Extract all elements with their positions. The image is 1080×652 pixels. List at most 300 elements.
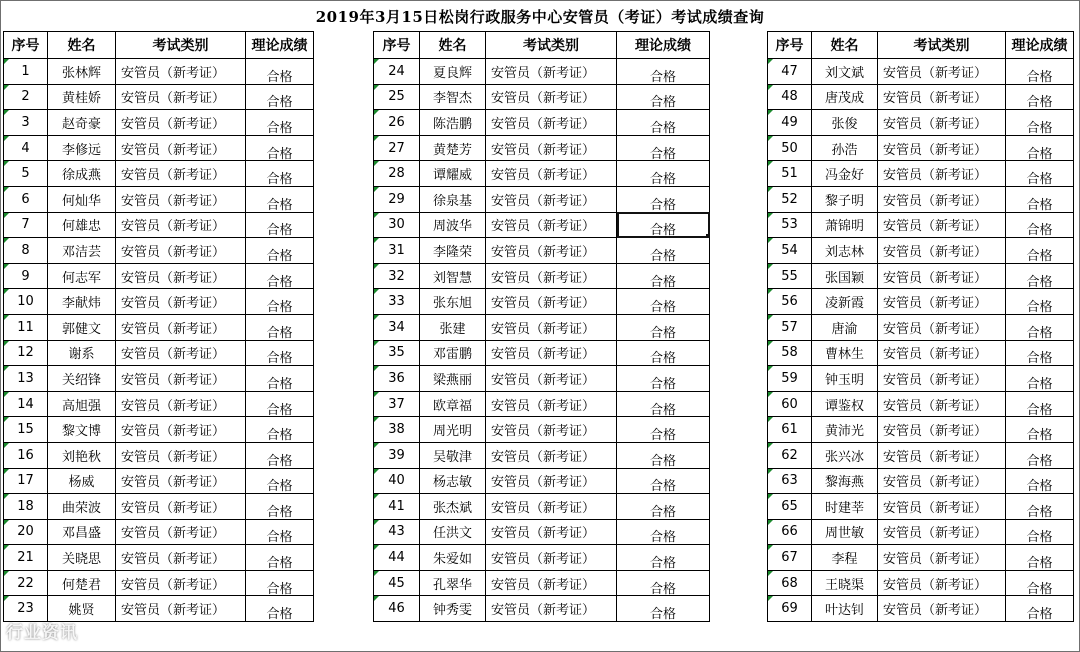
cell-name[interactable]: 徐泉基	[420, 186, 486, 212]
cell-no[interactable]: 34	[374, 314, 420, 340]
cell-exam-type[interactable]: 安管员（新考证）	[116, 545, 246, 571]
cell-score[interactable]	[246, 289, 314, 315]
cell-no[interactable]: 18	[4, 494, 48, 520]
cell-exam-type[interactable]: 安管员（新考证）	[116, 468, 246, 494]
cell-name[interactable]: 李修远	[48, 135, 116, 161]
cell-no[interactable]: 62	[768, 442, 812, 468]
cell-no[interactable]: 7	[4, 212, 48, 238]
cell-no[interactable]: 36	[374, 366, 420, 392]
cell-name[interactable]: 黄楚芳	[420, 135, 486, 161]
table-row	[374, 186, 710, 212]
cell-no[interactable]: 1	[4, 59, 48, 85]
cell-name[interactable]: 朱爱如	[420, 545, 486, 571]
cell-name[interactable]: 张兴冰	[812, 442, 878, 468]
cell-no[interactable]: 47	[768, 59, 812, 85]
cell-no[interactable]: 13	[4, 366, 48, 392]
cell-name[interactable]: 李献炜	[48, 289, 116, 315]
cell-exam-type[interactable]: 安管员（新考证）	[116, 570, 246, 596]
score-text: 合格	[649, 120, 676, 136]
cell-score[interactable]	[246, 391, 314, 417]
score-text: 合格	[1026, 479, 1053, 494]
cell-name[interactable]: 谢系	[48, 340, 116, 366]
cell-score[interactable]	[246, 468, 314, 494]
cell-no[interactable]: 21	[4, 545, 48, 571]
cell-no[interactable]: 32	[374, 263, 420, 289]
cell-no[interactable]: 23	[4, 596, 48, 622]
table-row	[4, 314, 314, 340]
cell-score[interactable]	[246, 519, 314, 545]
cell-no[interactable]: 33	[374, 289, 420, 315]
cell-name[interactable]: 陈浩鹏	[420, 110, 486, 136]
cell-exam-type[interactable]: 安管员（新考证）	[116, 110, 246, 136]
cell-score[interactable]	[1006, 570, 1074, 596]
cell-no[interactable]: 46	[374, 596, 420, 622]
cell-no[interactable]: 29	[374, 186, 420, 212]
cell-name[interactable]: 杨威	[48, 468, 116, 494]
cell-score[interactable]	[246, 186, 314, 212]
cell-exam-type[interactable]: 安管员（新考证）	[486, 468, 617, 494]
cell-name[interactable]: 任洪文	[420, 519, 486, 545]
cell-no[interactable]: 9	[4, 263, 48, 289]
cell-no[interactable]: 16	[4, 442, 48, 468]
cell-exam-type[interactable]: 安管员（新考证）	[878, 494, 1006, 520]
cell-score[interactable]	[1006, 596, 1074, 622]
cell-score[interactable]	[246, 417, 314, 443]
cell-score[interactable]	[1006, 212, 1074, 238]
cell-no[interactable]: 14	[4, 391, 48, 417]
cell-no[interactable]: 10	[4, 289, 48, 315]
cell-no[interactable]: 4	[4, 135, 48, 161]
cell-no[interactable]: 11	[4, 314, 48, 340]
cell-score[interactable]	[246, 545, 314, 571]
cell-score[interactable]	[246, 570, 314, 596]
cell-no[interactable]: 8	[4, 238, 48, 264]
cell-name[interactable]: 夏良辉	[420, 59, 486, 85]
cell-name[interactable]: 邓洁芸	[48, 238, 116, 264]
cell-score[interactable]	[1006, 391, 1074, 417]
cell-score[interactable]	[617, 417, 710, 443]
cell-no[interactable]: 41	[374, 494, 420, 520]
cell-exam-type[interactable]: 安管员（新考证）	[486, 366, 617, 392]
cell-name[interactable]: 张建	[420, 314, 486, 340]
cell-no[interactable]: 66	[768, 519, 812, 545]
cell-name[interactable]: 王晓渠	[812, 570, 878, 596]
cell-exam-type[interactable]: 安管员（新考证）	[878, 391, 1006, 417]
cell-exam-type[interactable]: 安管员（新考证）	[878, 263, 1006, 289]
cell-name[interactable]: 孙浩	[812, 135, 878, 161]
table-row	[768, 314, 1074, 340]
cell-exam-type[interactable]: 安管员（新考证）	[878, 519, 1006, 545]
cell-score[interactable]	[246, 135, 314, 161]
cell-exam-type[interactable]: 安管员（新考证）	[878, 59, 1006, 85]
cell-no[interactable]: 12	[4, 340, 48, 366]
cell-exam-type[interactable]: 安管员（新考证）	[116, 289, 246, 315]
cell-name[interactable]: 欧章福	[420, 391, 486, 417]
cell-no[interactable]: 31	[374, 238, 420, 264]
cell-name[interactable]: 吴敬津	[420, 442, 486, 468]
cell-score[interactable]	[246, 263, 314, 289]
header-no[interactable]: 序号	[374, 32, 420, 59]
cell-score[interactable]	[1006, 59, 1074, 85]
cell-exam-type[interactable]: 安管员（新考证）	[878, 186, 1006, 212]
table-row	[4, 494, 314, 520]
cell-score[interactable]	[617, 442, 710, 468]
cell-exam-type[interactable]: 安管员（新考证）	[486, 519, 617, 545]
score-text: 合格	[649, 428, 676, 443]
cell-exam-type[interactable]: 安管员（新考证）	[878, 238, 1006, 264]
cell-score[interactable]	[617, 391, 710, 417]
table-row	[768, 135, 1074, 161]
cell-no[interactable]: 58	[768, 340, 812, 366]
cell-exam-type[interactable]: 安管员（新考证）	[116, 238, 246, 264]
cell-name[interactable]: 黎文博	[48, 417, 116, 443]
cell-name[interactable]: 杨志敏	[420, 468, 486, 494]
cell-no[interactable]: 69	[768, 596, 812, 622]
cell-name[interactable]: 时建莘	[812, 494, 878, 520]
cell-name[interactable]: 唐渝	[812, 314, 878, 340]
cell-name[interactable]: 周光明	[420, 417, 486, 443]
cell-exam-type[interactable]: 安管员（新考证）	[116, 212, 246, 238]
cell-score[interactable]	[1006, 314, 1074, 340]
cell-name[interactable]: 张杰斌	[420, 494, 486, 520]
cell-no[interactable]: 68	[768, 570, 812, 596]
cell-score[interactable]	[1006, 263, 1074, 289]
cell-name[interactable]: 李程	[812, 545, 878, 571]
header-score[interactable]: 理论成绩	[1006, 32, 1074, 59]
cell-score[interactable]	[1006, 545, 1074, 571]
cell-no[interactable]: 55	[768, 263, 812, 289]
cell-name[interactable]: 李智杰	[420, 84, 486, 110]
cell-name[interactable]: 刘志林	[812, 238, 878, 264]
cell-score[interactable]	[617, 366, 710, 392]
cell-score[interactable]	[617, 59, 710, 85]
cell-name[interactable]: 赵奇豪	[48, 110, 116, 136]
cell-name[interactable]: 黄沛光	[812, 417, 878, 443]
cell-exam-type[interactable]: 安管员（新考证）	[878, 212, 1006, 238]
cell-no[interactable]: 44	[374, 545, 420, 571]
cell-score[interactable]	[1006, 289, 1074, 315]
cell-exam-type[interactable]: 安管员（新考证）	[878, 289, 1006, 315]
cell-score[interactable]	[246, 212, 314, 238]
cell-exam-type[interactable]: 安管员（新考证）	[116, 417, 246, 443]
score-text: 合格	[649, 69, 676, 85]
cell-name[interactable]: 黎海燕	[812, 468, 878, 494]
cell-exam-type[interactable]: 安管员（新考证）	[878, 596, 1006, 622]
cell-score[interactable]	[1006, 84, 1074, 110]
cell-exam-type[interactable]: 安管员（新考证）	[878, 468, 1006, 494]
cell-no[interactable]: 38	[374, 417, 420, 443]
cell-exam-type[interactable]: 安管员（新考证）	[116, 391, 246, 417]
cell-score[interactable]	[1006, 442, 1074, 468]
cell-name[interactable]: 黄桂娇	[48, 84, 116, 110]
cell-score[interactable]	[246, 314, 314, 340]
cell-exam-type[interactable]: 安管员（新考证）	[116, 314, 246, 340]
cell-score[interactable]	[1006, 186, 1074, 212]
cell-exam-type[interactable]: 安管员（新考证）	[486, 161, 617, 187]
cell-name[interactable]: 黎子明	[812, 186, 878, 212]
table-row	[4, 417, 314, 443]
header-no[interactable]: 序号	[768, 32, 812, 59]
cell-score[interactable]	[1006, 494, 1074, 520]
score-text: 合格	[649, 172, 676, 187]
cell-name[interactable]: 郭健文	[48, 314, 116, 340]
cell-name[interactable]: 梁燕丽	[420, 366, 486, 392]
cell-exam-type[interactable]: 安管员（新考证）	[116, 161, 246, 187]
cell-no[interactable]: 53	[768, 212, 812, 238]
cell-score[interactable]	[246, 59, 314, 85]
cell-score[interactable]	[246, 110, 314, 136]
cell-no[interactable]: 26	[374, 110, 420, 136]
cell-exam-type[interactable]: 安管员（新考证）	[878, 314, 1006, 340]
cell-exam-type[interactable]: 安管员（新考证）	[486, 186, 617, 212]
header-score[interactable]: 理论成绩	[246, 32, 314, 59]
score-text: 合格	[266, 530, 293, 545]
cell-exam-type[interactable]: 安管员（新考证）	[486, 212, 617, 238]
cell-exam-type[interactable]: 安管员（新考证）	[116, 596, 246, 622]
cell-exam-type[interactable]: 安管员（新考证）	[486, 59, 617, 85]
cell-score[interactable]	[1006, 417, 1074, 443]
cell-no[interactable]: 48	[768, 84, 812, 110]
cell-no[interactable]: 56	[768, 289, 812, 315]
cell-score[interactable]	[1006, 468, 1074, 494]
header-name[interactable]: 姓名	[48, 32, 116, 59]
cell-name[interactable]: 萧锦明	[812, 212, 878, 238]
cell-exam-type[interactable]: 安管员（新考证）	[116, 84, 246, 110]
cell-exam-type[interactable]: 安管员（新考证）	[486, 263, 617, 289]
header-exam-type[interactable]: 考试类别	[116, 32, 246, 59]
cell-name[interactable]: 徐成燕	[48, 161, 116, 187]
score-text: 合格	[649, 479, 676, 494]
cell-exam-type[interactable]: 安管员（新考证）	[116, 340, 246, 366]
cell-name[interactable]: 张国颖	[812, 263, 878, 289]
score-text: 合格	[1026, 95, 1053, 110]
cell-exam-type[interactable]: 安管员（新考证）	[116, 135, 246, 161]
score-text: 合格	[266, 95, 293, 110]
cell-no[interactable]: 3	[4, 110, 48, 136]
cell-no[interactable]: 54	[768, 238, 812, 264]
cell-no[interactable]: 45	[374, 570, 420, 596]
header-row	[4, 32, 314, 59]
cell-name[interactable]: 凌新霞	[812, 289, 878, 315]
cell-no[interactable]: 35	[374, 340, 420, 366]
cell-exam-type[interactable]: 安管员（新考证）	[116, 442, 246, 468]
score-text: 合格	[266, 402, 293, 417]
cell-no[interactable]: 57	[768, 314, 812, 340]
cell-no[interactable]: 20	[4, 519, 48, 545]
cell-exam-type[interactable]: 安管员（新考证）	[878, 84, 1006, 110]
cell-exam-type[interactable]: 安管员（新考证）	[486, 314, 617, 340]
cell-name[interactable]: 何志军	[48, 263, 116, 289]
cell-score[interactable]	[1006, 161, 1074, 187]
header-score[interactable]: 理论成绩	[617, 32, 710, 59]
cell-no[interactable]: 24	[374, 59, 420, 85]
cell-name[interactable]: 张东旭	[420, 289, 486, 315]
cell-name[interactable]: 周波华	[420, 212, 486, 238]
cell-no[interactable]: 6	[4, 186, 48, 212]
cell-exam-type[interactable]: 安管员（新考证）	[878, 570, 1006, 596]
cell-exam-type[interactable]: 安管员（新考证）	[486, 135, 617, 161]
cell-exam-type[interactable]: 安管员（新考证）	[486, 110, 617, 136]
cell-score[interactable]	[246, 494, 314, 520]
cell-score[interactable]	[1006, 340, 1074, 366]
cell-exam-type[interactable]: 安管员（新考证）	[878, 442, 1006, 468]
cell-score[interactable]	[246, 84, 314, 110]
cell-name[interactable]: 张林辉	[48, 59, 116, 85]
cell-score[interactable]	[617, 186, 710, 212]
cell-no[interactable]: 27	[374, 135, 420, 161]
cell-score[interactable]	[617, 84, 710, 110]
header-name[interactable]: 姓名	[420, 32, 486, 59]
cell-no[interactable]: 25	[374, 84, 420, 110]
cell-exam-type[interactable]: 安管员（新考证）	[878, 110, 1006, 136]
cell-no[interactable]: 51	[768, 161, 812, 187]
cell-name[interactable]: 何雄忠	[48, 212, 116, 238]
cell-no[interactable]: 37	[374, 391, 420, 417]
cell-exam-type[interactable]: 安管员（新考证）	[878, 366, 1006, 392]
cell-exam-type[interactable]: 安管员（新考证）	[116, 366, 246, 392]
table-row	[768, 289, 1074, 315]
cell-score[interactable]	[246, 161, 314, 187]
cell-name[interactable]: 唐茂成	[812, 84, 878, 110]
cell-score[interactable]	[617, 494, 710, 520]
cell-name[interactable]: 刘文斌	[812, 59, 878, 85]
cell-name[interactable]: 曲荣波	[48, 494, 116, 520]
cell-exam-type[interactable]: 安管员（新考证）	[878, 340, 1006, 366]
cell-score[interactable]	[617, 570, 710, 596]
cell-no[interactable]: 39	[374, 442, 420, 468]
cell-no[interactable]: 28	[374, 161, 420, 187]
header-exam-type[interactable]: 考试类别	[486, 32, 617, 59]
cell-score[interactable]	[617, 340, 710, 366]
cell-name[interactable]: 何灿华	[48, 186, 116, 212]
cell-exam-type[interactable]: 安管员（新考证）	[878, 417, 1006, 443]
cell-name[interactable]: 关绍锋	[48, 366, 116, 392]
cell-exam-type[interactable]: 安管员（新考证）	[116, 494, 246, 520]
cell-exam-type[interactable]: 安管员（新考证）	[878, 545, 1006, 571]
cell-name[interactable]: 周世敏	[812, 519, 878, 545]
cell-score[interactable]	[617, 110, 710, 136]
cell-score[interactable]	[246, 238, 314, 264]
cell-name[interactable]: 钟玉明	[812, 366, 878, 392]
cell-exam-type[interactable]: 安管员（新考证）	[486, 545, 617, 571]
cell-exam-type[interactable]: 安管员（新考证）	[486, 417, 617, 443]
cell-exam-type[interactable]: 安管员（新考证）	[486, 494, 617, 520]
cell-name[interactable]: 邓昌盛	[48, 519, 116, 545]
cell-exam-type[interactable]: 安管员（新考证）	[486, 442, 617, 468]
cell-name[interactable]: 张俊	[812, 110, 878, 136]
cell-name[interactable]: 叶达钊	[812, 596, 878, 622]
cell-score[interactable]	[246, 340, 314, 366]
cell-name[interactable]: 关晓思	[48, 545, 116, 571]
cell-score[interactable]	[617, 468, 710, 494]
cell-no[interactable]: 63	[768, 468, 812, 494]
cell-no[interactable]: 52	[768, 186, 812, 212]
cell-score[interactable]	[617, 596, 710, 622]
cell-name[interactable]: 李隆荣	[420, 238, 486, 264]
cell-exam-type[interactable]: 安管员（新考证）	[878, 135, 1006, 161]
cell-score[interactable]	[617, 135, 710, 161]
cell-no[interactable]: 17	[4, 468, 48, 494]
cell-score[interactable]	[617, 263, 710, 289]
cell-score[interactable]	[617, 238, 710, 264]
cell-exam-type[interactable]: 安管员（新考证）	[486, 340, 617, 366]
cell-exam-type[interactable]: 安管员（新考证）	[116, 186, 246, 212]
cell-score[interactable]	[246, 366, 314, 392]
cell-exam-type[interactable]: 安管员（新考证）	[116, 263, 246, 289]
score-text: 合格	[266, 607, 293, 622]
cell-no[interactable]: 40	[374, 468, 420, 494]
score-text: 合格	[266, 479, 293, 494]
cell-no[interactable]: 22	[4, 570, 48, 596]
cell-exam-type[interactable]: 安管员（新考证）	[486, 289, 617, 315]
cell-name[interactable]: 高旭强	[48, 391, 116, 417]
table-row	[374, 545, 710, 571]
cell-no[interactable]: 50	[768, 135, 812, 161]
cell-name[interactable]: 冯金好	[812, 161, 878, 187]
cell-score[interactable]	[1006, 135, 1074, 161]
cell-no[interactable]: 49	[768, 110, 812, 136]
cell-score[interactable]	[617, 161, 710, 187]
cell-exam-type[interactable]: 安管员（新考证）	[486, 570, 617, 596]
cell-exam-type[interactable]: 安管员（新考证）	[116, 59, 246, 85]
cell-score-selected[interactable]	[617, 212, 710, 238]
cell-name[interactable]: 刘智慧	[420, 263, 486, 289]
cell-no[interactable]: 67	[768, 545, 812, 571]
cell-score[interactable]	[1006, 366, 1074, 392]
cell-score[interactable]	[246, 596, 314, 622]
cell-name[interactable]: 曹林生	[812, 340, 878, 366]
cell-no[interactable]: 43	[374, 519, 420, 545]
cell-score[interactable]	[617, 314, 710, 340]
cell-exam-type[interactable]: 安管员（新考证）	[116, 519, 246, 545]
cell-exam-type[interactable]: 安管员（新考证）	[486, 238, 617, 264]
cell-score[interactable]	[246, 442, 314, 468]
cell-no[interactable]: 15	[4, 417, 48, 443]
cell-name[interactable]: 谭鉴权	[812, 391, 878, 417]
cell-no[interactable]: 30	[374, 212, 420, 238]
cell-score[interactable]	[617, 519, 710, 545]
table-row	[768, 442, 1074, 468]
cell-name[interactable]: 刘艳秋	[48, 442, 116, 468]
cell-no[interactable]: 5	[4, 161, 48, 187]
cell-name[interactable]: 孔翠华	[420, 570, 486, 596]
cell-exam-type[interactable]: 安管员（新考证）	[878, 161, 1006, 187]
cell-exam-type[interactable]: 安管员（新考证）	[486, 596, 617, 622]
score-text: 合格	[1026, 607, 1053, 622]
header-exam-type[interactable]: 考试类别	[878, 32, 1006, 59]
cell-score[interactable]	[617, 289, 710, 315]
cell-score[interactable]	[617, 545, 710, 571]
cell-no[interactable]: 60	[768, 391, 812, 417]
cell-no[interactable]: 61	[768, 417, 812, 443]
cell-exam-type[interactable]: 安管员（新考证）	[486, 391, 617, 417]
cell-name[interactable]: 钟秀雯	[420, 596, 486, 622]
cell-exam-type[interactable]: 安管员（新考证）	[486, 84, 617, 110]
score-text: 合格	[1026, 300, 1053, 315]
cell-score[interactable]	[1006, 238, 1074, 264]
cell-score[interactable]	[1006, 519, 1074, 545]
cell-no[interactable]: 2	[4, 84, 48, 110]
header-no[interactable]: 序号	[4, 32, 48, 59]
header-name[interactable]: 姓名	[812, 32, 878, 59]
cell-score[interactable]	[1006, 110, 1074, 136]
cell-name[interactable]: 谭耀威	[420, 161, 486, 187]
cell-name[interactable]: 何楚君	[48, 570, 116, 596]
cell-no[interactable]: 65	[768, 494, 812, 520]
cell-no[interactable]: 59	[768, 366, 812, 392]
cell-name[interactable]: 姚贤	[48, 596, 116, 622]
cell-name[interactable]: 邓雷鹏	[420, 340, 486, 366]
